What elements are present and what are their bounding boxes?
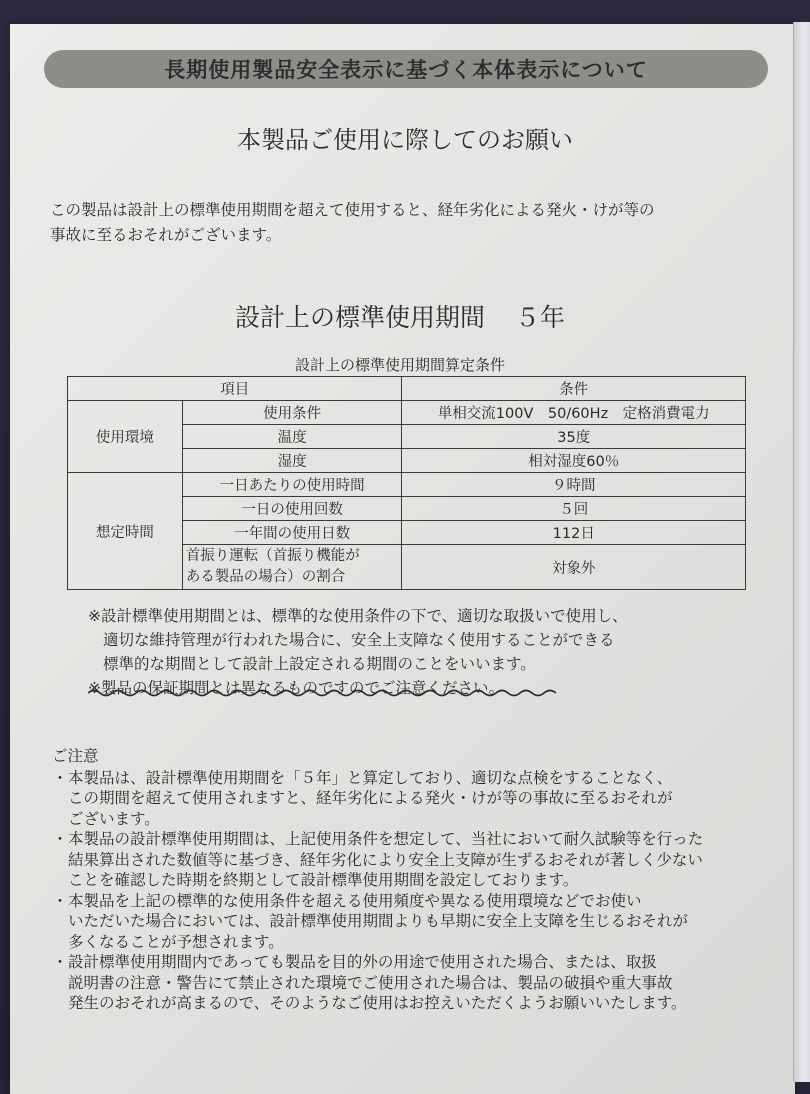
bullet-icon: ・ [52,953,68,971]
table-header-row [68,377,746,401]
row-condition: ９時間 [402,473,746,497]
caution-title: ご注意 [52,747,99,765]
standard-period-value: ５年 [515,303,566,332]
caution-line: 説明書の注意・警告にて禁止された環境でご使用された場合は、製品の破損や重大事故 [68,973,673,992]
caution-line: いただいた場合においては、設計標準使用期間よりも早期に安全上支障を生じるおそれが [68,912,689,930]
subtitle: 本製品ご使用に際してのお願い [237,126,573,154]
intro-paragraph [50,198,770,248]
row-condition: ５回 [402,497,746,521]
definition-notes [88,604,768,700]
caution-item [52,768,772,830]
caution-section [52,746,772,1014]
note-line: 標準的な期間として設計上設定される期間のことをいいます。 [103,655,536,673]
header-item: 項目 [68,377,402,401]
row-item-multiline [182,545,402,590]
table-row [68,401,746,425]
caution-line: ございます。 [68,809,160,828]
caution-line: ことを確認した時期を終期として設計標準使用期間を設定しております。 [68,871,579,889]
caution-item-body [68,952,686,1014]
row-item: 一日あたりの使用時間 [182,473,402,497]
caution-item [52,829,772,891]
standard-period-label: 設計上の標準使用期間 [234,303,485,332]
caution-line: 本製品の設計標準使用期間は、上記使用条件を想定して、当社において耐久試験等を行った [68,830,704,848]
row-condition: 112日 [402,521,746,545]
caution-line: 多くなることが予想されます。 [68,932,284,951]
caution-item [52,891,772,953]
note-line: ※設計標準使用期間とは、標準的な使用条件の下で、適切な取扱いで使用し、 [88,607,628,625]
caution-line: 本製品は、設計標準使用期間を「５年」と算定しており、適切な点検をすることなく、 [68,768,673,787]
row-condition: 35度 [402,425,746,449]
row-item: 使用条件 [182,401,402,425]
row-condition: 対象外 [402,545,746,590]
group-label-assumed-time: 想定時間 [68,473,183,590]
row-item-line: 首振り運転（首振り機能が [185,548,360,564]
intro-line: この製品は設計上の標準使用期間を超えて使用すると、経年劣化による発火・けが等の [50,201,655,219]
banner-title: 長期使用製品安全表示に基づく本体表示について [164,58,648,82]
intro-line: 事故に至るおそれがございます。 [50,226,282,244]
caution-line: 設計標準使用期間内であっても製品を目的外の用途で使用された場合、または、取扱 [68,953,657,971]
conditions-table [67,376,746,590]
caution-item [52,952,772,1014]
caution-item-body [68,768,673,830]
caution-line: 本製品を上記の標準的な使用条件を超える使用頻度や異なる使用環境などでお使い [68,891,642,910]
row-condition: 相対湿度60％ [402,449,746,473]
bullet-icon: ・ [52,830,68,848]
caution-item-body [68,829,703,891]
caution-line: この期間を超えて使用されますと、経年劣化による発火・けが等の事故に至るおそれが [68,789,673,807]
row-item: 一日の使用回数 [182,497,402,521]
standard-period-heading [0,298,800,334]
warranty-notice: ※製品の保証期間とは異なるものですのでご注意ください。 [88,679,504,697]
caution-item-body [68,891,688,953]
table-caption: 設計上の標準使用期間算定条件 [294,356,505,374]
bullet-icon: ・ [52,768,68,787]
header-condition: 条件 [402,377,746,401]
title-banner [44,50,768,88]
bullet-icon: ・ [52,891,68,910]
row-item-line: ある製品の場合）の割合 [185,569,346,585]
wavy-underline [88,688,558,698]
row-condition: 単相交流100V 50/60Hz 定格消費電力 [402,401,746,425]
row-item: 一年間の使用日数 [182,521,402,545]
table-row [68,473,746,497]
group-label-environment: 使用環境 [68,401,183,473]
note-line: 適切な維持管理が行われた場合に、安全上支障なく使用することができる [103,631,615,649]
row-item: 温度 [182,425,402,449]
caution-line: 結果算出された数値等に基づき、経年劣化により安全上支障が生ずるおそれが著しく少ない [68,850,703,869]
row-item: 湿度 [182,449,402,473]
caution-line: 発生のおそれが高まるので、そのようなご使用はお控えいただくようお願いいたします。 [68,994,687,1012]
